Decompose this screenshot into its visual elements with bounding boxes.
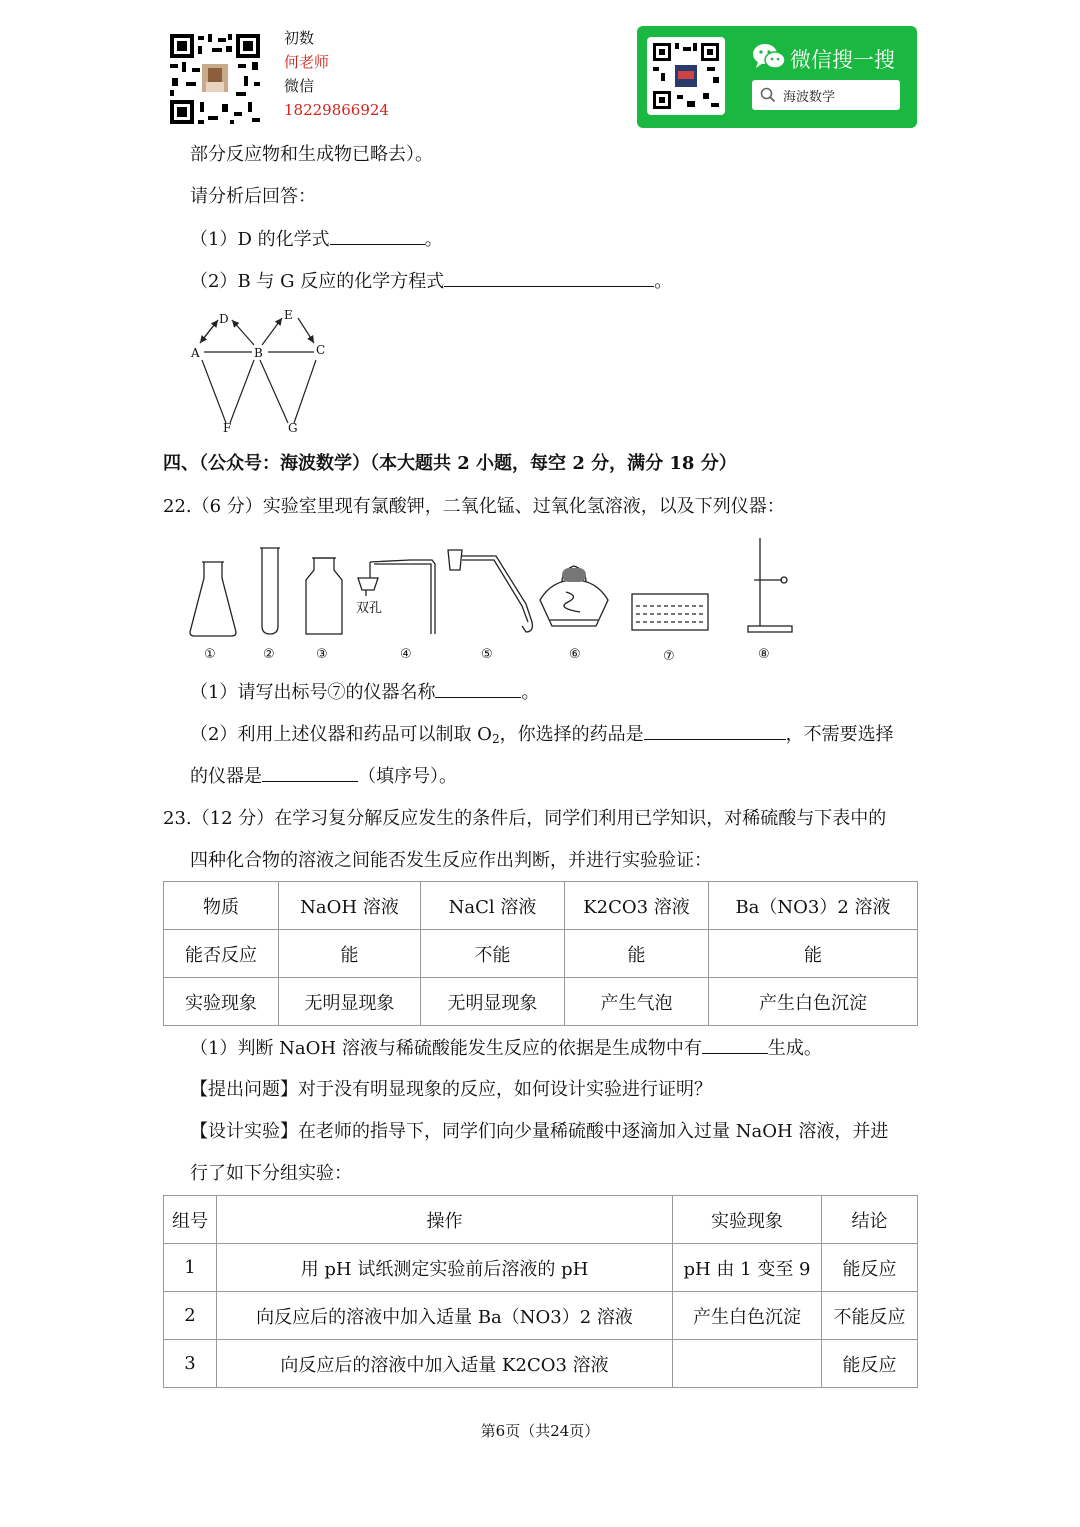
table-cell: 向反应后的溶液中加入适量 Ba（NO3）2 溶液: [217, 1292, 673, 1340]
table-cell: 能: [565, 930, 709, 978]
table-cell: 无明显现象: [421, 978, 565, 1026]
intro-line-2: 请分析后回答：: [190, 186, 316, 207]
table-row: [164, 1340, 918, 1388]
table-cell: NaCl 溶液: [421, 882, 565, 930]
table-header-row: [164, 882, 918, 930]
table-cell: 3: [164, 1340, 217, 1388]
apparatus-number: ④: [400, 647, 412, 662]
design-experiment-2: 行了如下分组实验：: [190, 1163, 352, 1184]
table-cell: 能反应: [822, 1340, 918, 1388]
table-cell: NaOH 溶液: [279, 882, 421, 930]
table-cell: 1: [164, 1244, 217, 1292]
q23-1-end: 生成。: [767, 1038, 822, 1059]
substances-table: [163, 881, 918, 1026]
question-22-part-1: [190, 679, 539, 706]
node-label: F: [223, 421, 232, 435]
qr-code: [168, 32, 262, 126]
node-label: D: [219, 312, 229, 326]
table-cell: 能反应: [822, 1244, 918, 1292]
question-21-part-2: [190, 268, 672, 295]
design-experiment-1: 【设计实验】在老师的指导下，同学们向少量稀硫酸中逐滴加入过量 NaOH 溶液，并进: [190, 1121, 889, 1142]
table-cell: 组号: [164, 1196, 217, 1244]
contact-label-3: 微信: [284, 77, 315, 95]
table-row: [164, 1244, 918, 1292]
table-cell: 能: [279, 930, 421, 978]
table-row: [164, 930, 918, 978]
table-cell: 产生气泡: [565, 978, 709, 1026]
relationship-diagram: [180, 305, 340, 435]
subscript: 2: [491, 732, 500, 746]
wechat-search-box[interactable]: [752, 80, 900, 110]
table-header-row: [164, 1196, 918, 1244]
table-cell: 产生白色沉淀: [709, 978, 918, 1026]
q21-1-text: （1）D 的化学式: [190, 229, 330, 250]
q21-2-text: （2）B 与 G 反应的化学方程式: [190, 271, 445, 292]
answer-blank[interactable]: [702, 1035, 768, 1054]
wechat-qr-code: [647, 37, 725, 115]
question-21-part-1: [190, 226, 443, 253]
table-cell: 产生白色沉淀: [673, 1292, 822, 1340]
apparatus-number: ①: [204, 647, 216, 662]
apparatus-number: ⑤: [481, 647, 493, 662]
node-label: A: [191, 346, 200, 360]
answer-blank[interactable]: [644, 721, 786, 740]
table-row: [164, 1292, 918, 1340]
apparatus-number: ②: [263, 647, 275, 662]
wechat-logo-icon: [752, 42, 786, 72]
table-cell: 不能反应: [822, 1292, 918, 1340]
node-label: C: [316, 343, 326, 357]
q22-2-text-d: 的仪器是: [190, 766, 262, 787]
q23-1-text: （1）判断 NaOH 溶液与稀硫酸能发生反应的依据是生成物中有: [190, 1038, 702, 1059]
contact-label-1: 初数: [284, 29, 315, 47]
question-22-part-2-cont: [190, 763, 457, 790]
q22-2-text-c: ，不需要选择: [785, 724, 894, 745]
table-cell: 操作: [217, 1196, 673, 1244]
answer-blank[interactable]: [262, 763, 358, 782]
contact-name: 何老师: [284, 53, 330, 71]
q22-2-text: （2）利用上述仪器和药品可以制取 O: [190, 724, 492, 745]
two-hole-label: 双孔: [356, 601, 383, 616]
table-cell: 用 pH 试纸测定实验前后溶液的 pH: [217, 1244, 673, 1292]
wechat-title: 微信搜一搜: [790, 48, 895, 72]
node-label: E: [284, 308, 293, 322]
question-22-stem: 22.（6 分）实验室里现有氯酸钾，二氧化锰、过氧化氢溶液，以及下列仪器：: [163, 496, 785, 517]
experiment-groups-table: [163, 1195, 918, 1388]
table-row: [164, 978, 918, 1026]
section-4-heading: 四、（公众号：海波数学）（本大题共 2 小题，每空 2 分，满分 18 分）: [163, 453, 737, 474]
table-cell: 无明显现象: [279, 978, 421, 1026]
apparatus-number: ⑥: [569, 647, 581, 662]
node-label: G: [288, 421, 298, 435]
table-cell: 实验现象: [164, 978, 279, 1026]
apparatus-number: ⑧: [758, 647, 770, 662]
table-cell: 物质: [164, 882, 279, 930]
question-23-part-1: [190, 1035, 822, 1062]
q21-2-end: 。: [654, 271, 673, 292]
contact-phone: 18229866924: [284, 101, 389, 119]
table-cell: 不能: [421, 930, 565, 978]
page-number: 第6页（共24页）: [480, 1422, 600, 1440]
node-label: B: [254, 346, 263, 360]
wechat-search-text: 海波数学: [783, 90, 836, 105]
q21-1-end: 。: [424, 229, 443, 250]
table-cell: 向反应后的溶液中加入适量 K2CO3 溶液: [217, 1340, 673, 1388]
raise-question: 【提出问题】对于没有明显现象的反应，如何设计实验进行证明？: [190, 1079, 712, 1100]
table-cell: Ba（NO3）2 溶液: [709, 882, 918, 930]
table-cell: 能: [709, 930, 918, 978]
intro-line-1: 部分反应物和生成物已略去）。: [190, 144, 433, 165]
q22-2-text-e: （填序号）。: [358, 766, 457, 787]
apparatus-number: ③: [316, 647, 328, 662]
table-cell[interactable]: [673, 1340, 822, 1388]
question-22-part-2: [190, 721, 894, 752]
q22-2-text-b: ，你选择的药品是: [499, 724, 644, 745]
table-cell: pH 由 1 变至 9: [673, 1244, 822, 1292]
question-23-stem-2: 四种化合物的溶液之间能否发生反应作出判断，并进行实验验证：: [190, 850, 712, 871]
answer-blank[interactable]: [444, 268, 654, 287]
q22-1-end: 。: [521, 682, 540, 703]
table-cell: 2: [164, 1292, 217, 1340]
apparatus-number: ⑦: [663, 649, 675, 664]
table-cell: K2CO3 溶液: [565, 882, 709, 930]
lab-apparatus-illustration: [180, 530, 800, 670]
question-23-stem-1: 23.（12 分）在学习复分解反应发生的条件后，同学们利用已学知识，对稀硫酸与下表中的: [163, 808, 887, 829]
answer-blank[interactable]: [435, 679, 521, 698]
q22-1-text: （1）请写出标号⑦的仪器名称: [190, 682, 436, 703]
search-icon: [760, 87, 776, 107]
table-cell: 能否反应: [164, 930, 279, 978]
answer-blank[interactable]: [330, 226, 425, 245]
table-cell: 实验现象: [673, 1196, 822, 1244]
table-cell: 结论: [822, 1196, 918, 1244]
